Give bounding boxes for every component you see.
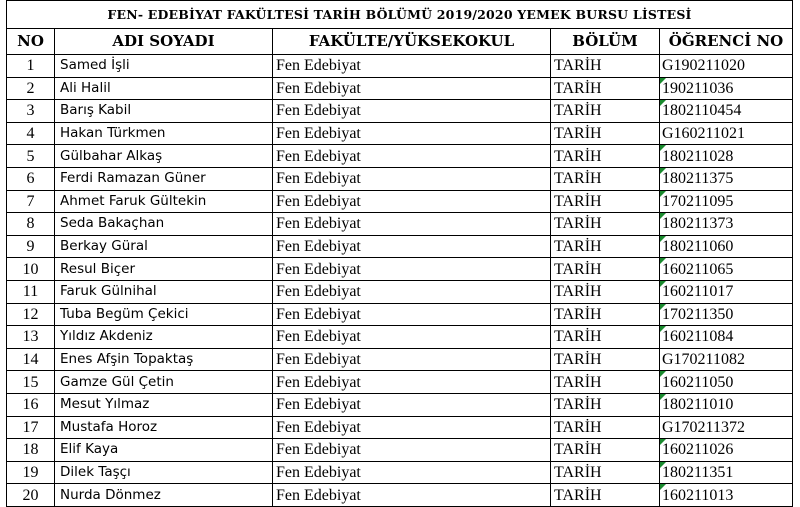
department-cell-text: TARİH xyxy=(554,79,602,97)
faculty-cell-text: Fen Edebiyat xyxy=(276,102,361,120)
department-cell[interactable] xyxy=(551,393,660,416)
row-number-cell-text: 13 xyxy=(22,328,39,346)
row-number-cell[interactable] xyxy=(7,258,55,281)
department-cell[interactable] xyxy=(551,77,660,100)
title-row xyxy=(7,1,793,29)
student-number-cell-text: 160211084 xyxy=(662,328,734,346)
faculty-cell-text: Fen Edebiyat xyxy=(276,57,361,75)
faculty-cell[interactable] xyxy=(273,484,551,507)
student-number-cell[interactable] xyxy=(660,393,793,416)
faculty-cell[interactable] xyxy=(273,371,551,394)
student-name-cell-text: Yıldız Akdeniz xyxy=(60,328,153,345)
table-row xyxy=(7,393,793,416)
faculty-cell-text: Fen Edebiyat xyxy=(276,238,361,256)
student-number-cell-text: 170211350 xyxy=(662,305,734,323)
table-row xyxy=(7,167,793,190)
department-cell[interactable] xyxy=(551,167,660,190)
student-name-cell-text: Gamze Gül Çetin xyxy=(60,373,174,390)
faculty-cell[interactable] xyxy=(273,122,551,145)
row-number-cell-text: 2 xyxy=(26,79,35,97)
student-number-cell[interactable] xyxy=(660,213,793,236)
number-stored-as-text-indicator-icon xyxy=(660,484,666,490)
table-row xyxy=(7,303,793,326)
row-number-cell[interactable] xyxy=(7,190,55,213)
row-number-cell-text: 6 xyxy=(26,170,35,188)
student-name-cell[interactable] xyxy=(55,190,273,213)
row-number-cell[interactable] xyxy=(7,484,55,507)
column-header-faculty: FAKÜLTE/YÜKSEKOKUL xyxy=(273,29,551,55)
student-name-cell-text: Mustafa Horoz xyxy=(60,418,158,435)
column-header-name: ADI SOYADI xyxy=(55,29,273,55)
table-row xyxy=(7,122,793,145)
student-name-cell[interactable] xyxy=(55,258,273,281)
number-stored-as-text-indicator-icon xyxy=(660,100,666,106)
student-name-cell-text: Barış Kabil xyxy=(60,102,132,119)
row-number-cell[interactable] xyxy=(7,348,55,371)
student-name-cell-text: Samed İşli xyxy=(60,57,130,74)
row-number-cell[interactable] xyxy=(7,213,55,236)
faculty-cell[interactable] xyxy=(273,190,551,213)
faculty-cell[interactable] xyxy=(273,461,551,484)
student-number-cell-text: 170211095 xyxy=(662,192,734,210)
student-number-cell-text: 180211351 xyxy=(662,463,734,481)
number-stored-as-text-indicator-icon xyxy=(660,281,666,287)
faculty-cell-text: Fen Edebiyat xyxy=(276,170,361,188)
faculty-cell-text: Fen Edebiyat xyxy=(276,396,361,414)
faculty-cell[interactable] xyxy=(273,77,551,100)
row-number-cell[interactable] xyxy=(7,303,55,326)
department-cell-text: TARİH xyxy=(554,238,602,256)
department-cell[interactable] xyxy=(551,190,660,213)
faculty-cell[interactable] xyxy=(273,258,551,281)
department-cell-text: TARİH xyxy=(554,351,602,369)
student-name-cell-text: Tuba Begüm Çekici xyxy=(60,305,189,322)
faculty-cell[interactable] xyxy=(273,303,551,326)
department-cell-text: TARİH xyxy=(554,147,602,165)
row-number-cell-text: 5 xyxy=(26,147,35,165)
table-row xyxy=(7,371,793,394)
row-number-cell-text: 9 xyxy=(26,238,35,256)
table-row xyxy=(7,258,793,281)
department-cell[interactable] xyxy=(551,213,660,236)
department-cell-text: TARİH xyxy=(554,328,602,346)
row-number-cell[interactable] xyxy=(7,326,55,349)
column-header-no: NO xyxy=(7,29,55,55)
department-cell[interactable] xyxy=(551,484,660,507)
department-cell-text: TARİH xyxy=(554,125,602,143)
faculty-cell-text: Fen Edebiyat xyxy=(276,486,361,504)
student-number-cell[interactable] xyxy=(660,371,793,394)
student-name-cell[interactable] xyxy=(55,213,273,236)
table-row xyxy=(7,461,793,484)
student-number-cell[interactable] xyxy=(660,348,793,371)
student-number-cell[interactable] xyxy=(660,303,793,326)
number-stored-as-text-indicator-icon xyxy=(660,462,666,468)
student-name-cell[interactable] xyxy=(55,371,273,394)
row-number-cell[interactable] xyxy=(7,393,55,416)
row-number-cell[interactable] xyxy=(7,77,55,100)
row-number-cell-text: 16 xyxy=(22,396,39,414)
number-stored-as-text-indicator-icon xyxy=(660,371,666,377)
number-stored-as-text-indicator-icon xyxy=(660,439,666,445)
student-name-cell[interactable] xyxy=(55,461,273,484)
department-cell-text: TARİH xyxy=(554,441,602,459)
row-number-cell[interactable] xyxy=(7,235,55,258)
student-number-cell-text: 180211373 xyxy=(662,215,734,233)
student-number-cell[interactable] xyxy=(660,439,793,462)
row-number-cell-text: 15 xyxy=(22,373,39,391)
number-stored-as-text-indicator-icon xyxy=(660,258,666,264)
student-number-cell-text: 180211375 xyxy=(662,170,734,188)
student-number-cell-text: G160211021 xyxy=(662,125,745,143)
row-number-cell-text: 17 xyxy=(22,418,39,436)
faculty-cell-text: Fen Edebiyat xyxy=(276,305,361,323)
student-number-cell-text: 160211013 xyxy=(662,486,734,504)
row-number-cell-text: 12 xyxy=(22,305,39,323)
student-name-cell-text: Ahmet Faruk Gültekin xyxy=(60,192,207,209)
department-cell[interactable] xyxy=(551,258,660,281)
department-cell[interactable] xyxy=(551,371,660,394)
student-number-cell[interactable] xyxy=(660,258,793,281)
student-name-cell-text: Ferdi Ramazan Güner xyxy=(60,170,206,187)
student-name-cell[interactable] xyxy=(55,484,273,507)
row-number-cell-text: 19 xyxy=(22,463,39,481)
faculty-cell[interactable] xyxy=(273,439,551,462)
faculty-cell-text: Fen Edebiyat xyxy=(276,260,361,278)
student-number-cell-text: 180211060 xyxy=(662,238,734,256)
department-cell-text: TARİH xyxy=(554,215,602,233)
student-number-cell[interactable] xyxy=(660,55,793,78)
row-number-cell-text: 3 xyxy=(26,102,35,120)
student-name-cell[interactable] xyxy=(55,303,273,326)
student-number-cell[interactable] xyxy=(660,145,793,168)
student-name-cell[interactable] xyxy=(55,439,273,462)
student-name-cell[interactable] xyxy=(55,393,273,416)
department-cell-text: TARİH xyxy=(554,486,602,504)
number-stored-as-text-indicator-icon xyxy=(660,78,666,84)
faculty-cell-text: Fen Edebiyat xyxy=(276,147,361,165)
faculty-cell-text: Fen Edebiyat xyxy=(276,418,361,436)
page-title: FEN- EDEBİYAT FAKÜLTESİ TARİH BÖLÜMÜ 2019/2020 YEMEK BURSU LİSTESİ xyxy=(7,1,793,29)
student-number-cell[interactable] xyxy=(660,122,793,145)
department-cell-text: TARİH xyxy=(554,418,602,436)
student-name-cell[interactable] xyxy=(55,348,273,371)
student-number-cell[interactable] xyxy=(660,461,793,484)
table-row xyxy=(7,145,793,168)
faculty-cell-text: Fen Edebiyat xyxy=(276,283,361,301)
department-cell-text: TARİH xyxy=(554,283,602,301)
student-name-cell-text: Nurda Dönmez xyxy=(60,486,161,503)
faculty-cell[interactable] xyxy=(273,348,551,371)
faculty-cell[interactable] xyxy=(273,280,551,303)
student-number-cell-text: G170211372 xyxy=(662,418,745,436)
student-name-cell-text: Resul Biçer xyxy=(60,260,136,277)
faculty-cell[interactable] xyxy=(273,213,551,236)
student-number-cell-text: 1802110454 xyxy=(662,102,742,120)
number-stored-as-text-indicator-icon xyxy=(660,145,666,151)
department-cell-text: TARİH xyxy=(554,170,602,188)
department-cell[interactable] xyxy=(551,145,660,168)
student-name-cell-text: Elif Kaya xyxy=(60,441,119,458)
table-row xyxy=(7,235,793,258)
faculty-cell[interactable] xyxy=(273,167,551,190)
row-number-cell-text: 20 xyxy=(22,486,39,504)
student-number-cell[interactable] xyxy=(660,77,793,100)
student-name-cell-text: Dilek Taşçı xyxy=(60,463,131,480)
row-number-cell[interactable] xyxy=(7,167,55,190)
student-name-cell[interactable] xyxy=(55,326,273,349)
student-name-cell-text: Gülbahar Alkaş xyxy=(60,147,163,164)
faculty-cell[interactable] xyxy=(273,145,551,168)
student-number-cell-text: G190211020 xyxy=(662,57,745,75)
faculty-cell[interactable] xyxy=(273,416,551,439)
department-cell-text: TARİH xyxy=(554,102,602,120)
number-stored-as-text-indicator-icon xyxy=(660,236,666,242)
row-number-cell[interactable] xyxy=(7,280,55,303)
table-row xyxy=(7,280,793,303)
student-number-cell[interactable] xyxy=(660,190,793,213)
faculty-cell-text: Fen Edebiyat xyxy=(276,463,361,481)
faculty-cell-text: Fen Edebiyat xyxy=(276,373,361,391)
student-name-cell[interactable] xyxy=(55,235,273,258)
faculty-cell[interactable] xyxy=(273,326,551,349)
department-cell[interactable] xyxy=(551,348,660,371)
faculty-cell-text: Fen Edebiyat xyxy=(276,351,361,369)
faculty-cell-text: Fen Edebiyat xyxy=(276,215,361,233)
row-number-cell[interactable] xyxy=(7,55,55,78)
student-number-cell[interactable] xyxy=(660,484,793,507)
department-cell[interactable] xyxy=(551,235,660,258)
row-number-cell[interactable] xyxy=(7,416,55,439)
student-name-cell-text: Berkay Güral xyxy=(60,238,148,255)
faculty-cell-text: Fen Edebiyat xyxy=(276,441,361,459)
row-number-cell[interactable] xyxy=(7,439,55,462)
number-stored-as-text-indicator-icon xyxy=(660,168,666,174)
student-name-cell-text: Seda Bakaçhan xyxy=(60,215,165,232)
department-cell-text: TARİH xyxy=(554,305,602,323)
department-cell[interactable] xyxy=(551,461,660,484)
department-cell[interactable] xyxy=(551,416,660,439)
student-number-cell-text: 160211017 xyxy=(662,283,734,301)
table-row xyxy=(7,190,793,213)
number-stored-as-text-indicator-icon xyxy=(660,394,666,400)
table-row xyxy=(7,484,793,507)
row-number-cell[interactable] xyxy=(7,371,55,394)
department-cell-text: TARİH xyxy=(554,57,602,75)
faculty-cell-text: Fen Edebiyat xyxy=(276,328,361,346)
department-cell[interactable] xyxy=(551,122,660,145)
scholarship-table xyxy=(6,0,793,507)
table-row xyxy=(7,416,793,439)
student-name-cell-text: Faruk Gülnihal xyxy=(60,283,157,300)
number-stored-as-text-indicator-icon xyxy=(660,304,666,310)
department-cell[interactable] xyxy=(551,303,660,326)
row-number-cell-text: 1 xyxy=(26,57,35,75)
row-number-cell-text: 14 xyxy=(22,351,39,369)
number-stored-as-text-indicator-icon xyxy=(660,326,666,332)
student-name-cell[interactable] xyxy=(55,77,273,100)
row-number-cell-text: 8 xyxy=(26,215,35,233)
student-name-cell[interactable] xyxy=(55,100,273,123)
department-cell[interactable] xyxy=(551,280,660,303)
student-name-cell[interactable] xyxy=(55,145,273,168)
row-number-cell[interactable] xyxy=(7,145,55,168)
table-row xyxy=(7,100,793,123)
table-row xyxy=(7,77,793,100)
row-number-cell[interactable] xyxy=(7,100,55,123)
table-row xyxy=(7,348,793,371)
faculty-cell[interactable] xyxy=(273,100,551,123)
student-name-cell[interactable] xyxy=(55,55,273,78)
student-number-cell[interactable] xyxy=(660,280,793,303)
row-number-cell-text: 4 xyxy=(26,125,35,143)
row-number-cell[interactable] xyxy=(7,122,55,145)
row-number-cell[interactable] xyxy=(7,461,55,484)
header-row xyxy=(7,29,793,55)
department-cell-text: TARİH xyxy=(554,396,602,414)
student-name-cell-text: Mesut Yılmaz xyxy=(60,396,150,413)
department-cell-text: TARİH xyxy=(554,373,602,391)
student-number-cell-text: 160211065 xyxy=(662,260,734,278)
faculty-cell-text: Fen Edebiyat xyxy=(276,192,361,210)
student-number-cell-text: 160211050 xyxy=(662,373,734,391)
department-cell[interactable] xyxy=(551,100,660,123)
department-cell-text: TARİH xyxy=(554,192,602,210)
table-row xyxy=(7,213,793,236)
student-number-cell-text: 190211036 xyxy=(662,79,734,97)
number-stored-as-text-indicator-icon xyxy=(660,191,666,197)
row-number-cell-text: 18 xyxy=(22,441,39,459)
student-name-cell[interactable] xyxy=(55,416,273,439)
row-number-cell-text: 10 xyxy=(22,260,39,278)
table-row xyxy=(7,439,793,462)
column-header-department: BÖLÜM xyxy=(551,29,660,55)
student-name-cell[interactable] xyxy=(55,122,273,145)
faculty-cell[interactable] xyxy=(273,235,551,258)
row-number-cell-text: 7 xyxy=(26,192,35,210)
department-cell-text: TARİH xyxy=(554,260,602,278)
student-number-cell[interactable] xyxy=(660,167,793,190)
scholarship-list-sheet xyxy=(6,0,792,507)
number-stored-as-text-indicator-icon xyxy=(660,213,666,219)
student-name-cell-text: Ali Halil xyxy=(60,79,111,96)
student-number-cell[interactable] xyxy=(660,100,793,123)
faculty-cell-text: Fen Edebiyat xyxy=(276,79,361,97)
faculty-cell-text: Fen Edebiyat xyxy=(276,125,361,143)
student-number-cell-text: 180211010 xyxy=(662,396,734,414)
table-row xyxy=(7,326,793,349)
row-number-cell-text: 11 xyxy=(22,283,39,301)
student-number-cell-text: 160211026 xyxy=(662,441,734,459)
student-name-cell[interactable] xyxy=(55,167,273,190)
student-number-cell-text: 180211028 xyxy=(662,147,734,165)
department-cell-text: TARİH xyxy=(554,463,602,481)
student-name-cell-text: Hakan Türkmen xyxy=(60,125,166,142)
student-name-cell[interactable] xyxy=(55,280,273,303)
student-number-cell[interactable] xyxy=(660,235,793,258)
student-name-cell-text: Enes Afşin Topaktaş xyxy=(60,351,194,368)
column-header-student-no: ÖĞRENCİ NO xyxy=(660,29,793,55)
department-cell[interactable] xyxy=(551,326,660,349)
table-row xyxy=(7,55,793,78)
student-number-cell[interactable] xyxy=(660,326,793,349)
department-cell[interactable] xyxy=(551,55,660,78)
faculty-cell[interactable] xyxy=(273,393,551,416)
department-cell[interactable] xyxy=(551,439,660,462)
student-number-cell-text: G170211082 xyxy=(662,351,745,369)
faculty-cell[interactable] xyxy=(273,55,551,78)
student-number-cell[interactable] xyxy=(660,416,793,439)
